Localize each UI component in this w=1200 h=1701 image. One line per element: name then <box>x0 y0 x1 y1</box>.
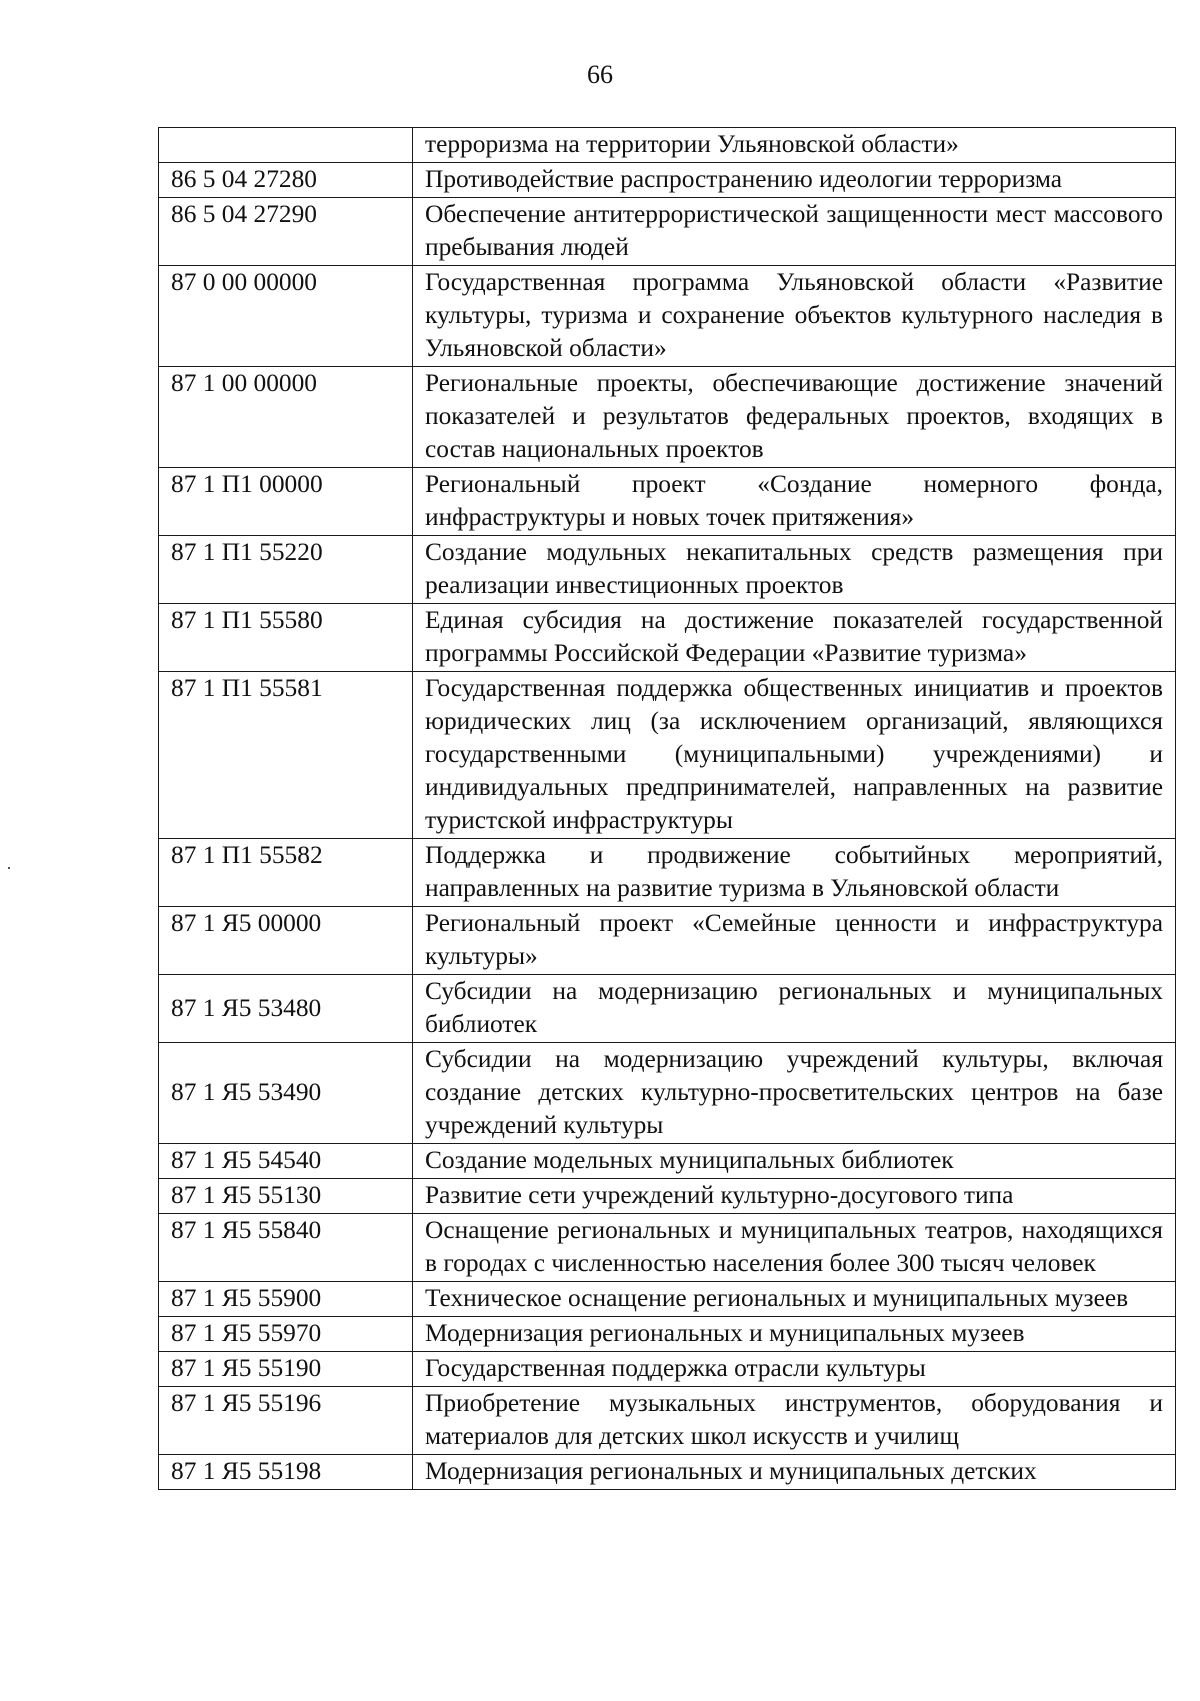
row-code: 87 1 Я5 55840 <box>159 1214 413 1282</box>
row-code: 87 1 П1 55581 <box>159 672 413 839</box>
table-row <box>159 128 1176 163</box>
row-code: 87 1 П1 55582 <box>159 839 413 907</box>
table-row <box>159 1144 1176 1179</box>
row-code: 86 5 04 27280 <box>159 163 413 198</box>
row-description: Поддержка и продвижение событийных мероприятий, направленных на развитие туризма в Ульяновской области <box>413 839 1176 907</box>
row-description: Оснащение региональных и муниципальных театров, находящихся в городах с численностью населения более 300 тысяч человек <box>413 1214 1176 1282</box>
row-code: 87 1 Я5 55190 <box>159 1352 413 1387</box>
row-code: 87 1 Я5 55970 <box>159 1317 413 1352</box>
row-description: Противодействие распространению идеологии терроризма <box>413 163 1176 198</box>
row-code: 87 1 Я5 55900 <box>159 1282 413 1317</box>
row-code: 87 1 Я5 55130 <box>159 1179 413 1214</box>
table-row <box>159 1352 1176 1387</box>
row-code: 87 1 Я5 54540 <box>159 1144 413 1179</box>
table-row <box>159 1455 1176 1490</box>
row-description: Субсидии на модернизацию региональных и муниципальных библиотек <box>413 975 1176 1043</box>
row-code: 87 1 П1 55580 <box>159 604 413 672</box>
row-description: Государственная поддержка отрасли культуры <box>413 1352 1176 1387</box>
row-description: Обеспечение антитеррористической защищенности мест массового пребывания людей <box>413 198 1176 266</box>
row-code: 87 1 Я5 55198 <box>159 1455 413 1490</box>
row-code: 87 1 Я5 55196 <box>159 1387 413 1455</box>
row-description: Развитие сети учреждений культурно-досугового типа <box>413 1179 1176 1214</box>
table-row <box>159 907 1176 975</box>
row-description: Государственная программа Ульяновской области «Развитие культуры, туризма и сохранение объектов культурного наследия в Ульяновской области» <box>413 266 1176 367</box>
table-row <box>159 1317 1176 1352</box>
row-code: 86 5 04 27290 <box>159 198 413 266</box>
row-description: Модернизация региональных и муниципальных музеев <box>413 1317 1176 1352</box>
table-row <box>159 1282 1176 1317</box>
table-row <box>159 1179 1176 1214</box>
table-row <box>159 198 1176 266</box>
row-description: Приобретение музыкальных инструментов, оборудования и материалов для детских школ искусств и училищ <box>413 1387 1176 1455</box>
table-row <box>159 163 1176 198</box>
table-row <box>159 1387 1176 1455</box>
row-description: терроризма на территории Ульяновской области» <box>413 128 1176 163</box>
row-description: Субсидии на модернизацию учреждений культуры, включая создание детских культурно-просветительских центров на базе учреждений культуры <box>413 1043 1176 1144</box>
table-row <box>159 536 1176 604</box>
row-description: Региональный проект «Семейные ценности и инфраструктура культуры» <box>413 907 1176 975</box>
row-description: Создание модельных муниципальных библиотек <box>413 1144 1176 1179</box>
row-code: 87 1 П1 00000 <box>159 468 413 536</box>
table-row <box>159 1043 1176 1144</box>
table-row <box>159 839 1176 907</box>
table-row <box>159 672 1176 839</box>
row-code: 87 1 Я5 53480 <box>159 975 413 1043</box>
table-row <box>159 367 1176 468</box>
row-description: Техническое оснащение региональных и муниципальных музеев <box>413 1282 1176 1317</box>
row-description: Государственная поддержка общественных инициатив и проектов юридических лиц (за исключением организаций, являющихся государственными (муниципальными) учреждениями) и индивидуальных предпринимателей, направленных на развитие туристской инфраструктуры <box>413 672 1176 839</box>
row-code: 87 0 00 00000 <box>159 266 413 367</box>
table-row <box>159 604 1176 672</box>
table-row <box>159 266 1176 367</box>
row-code: 87 1 Я5 00000 <box>159 907 413 975</box>
page-number: 66 <box>587 60 613 89</box>
table-row <box>159 975 1176 1043</box>
row-code: 87 1 Я5 53490 <box>159 1043 413 1144</box>
table-row <box>159 1214 1176 1282</box>
scan-speck <box>8 867 10 869</box>
row-description: Региональные проекты, обеспечивающие достижение значений показателей и результатов федеральных проектов, входящих в состав национальных проектов <box>413 367 1176 468</box>
row-code: 87 1 00 00000 <box>159 367 413 468</box>
row-description: Региональный проект «Создание номерного фонда, инфраструктуры и новых точек притяжения» <box>413 468 1176 536</box>
row-code: 87 1 П1 55220 <box>159 536 413 604</box>
table-row <box>159 468 1176 536</box>
row-code <box>159 128 413 163</box>
row-description: Модернизация региональных и муниципальных детских <box>413 1455 1176 1490</box>
row-description: Единая субсидия на достижение показателей государственной программы Российской Федерации «Развитие туризма» <box>413 604 1176 672</box>
row-description: Создание модульных некапитальных средств размещения при реализации инвестиционных проектов <box>413 536 1176 604</box>
budget-code-table <box>158 127 1176 1490</box>
